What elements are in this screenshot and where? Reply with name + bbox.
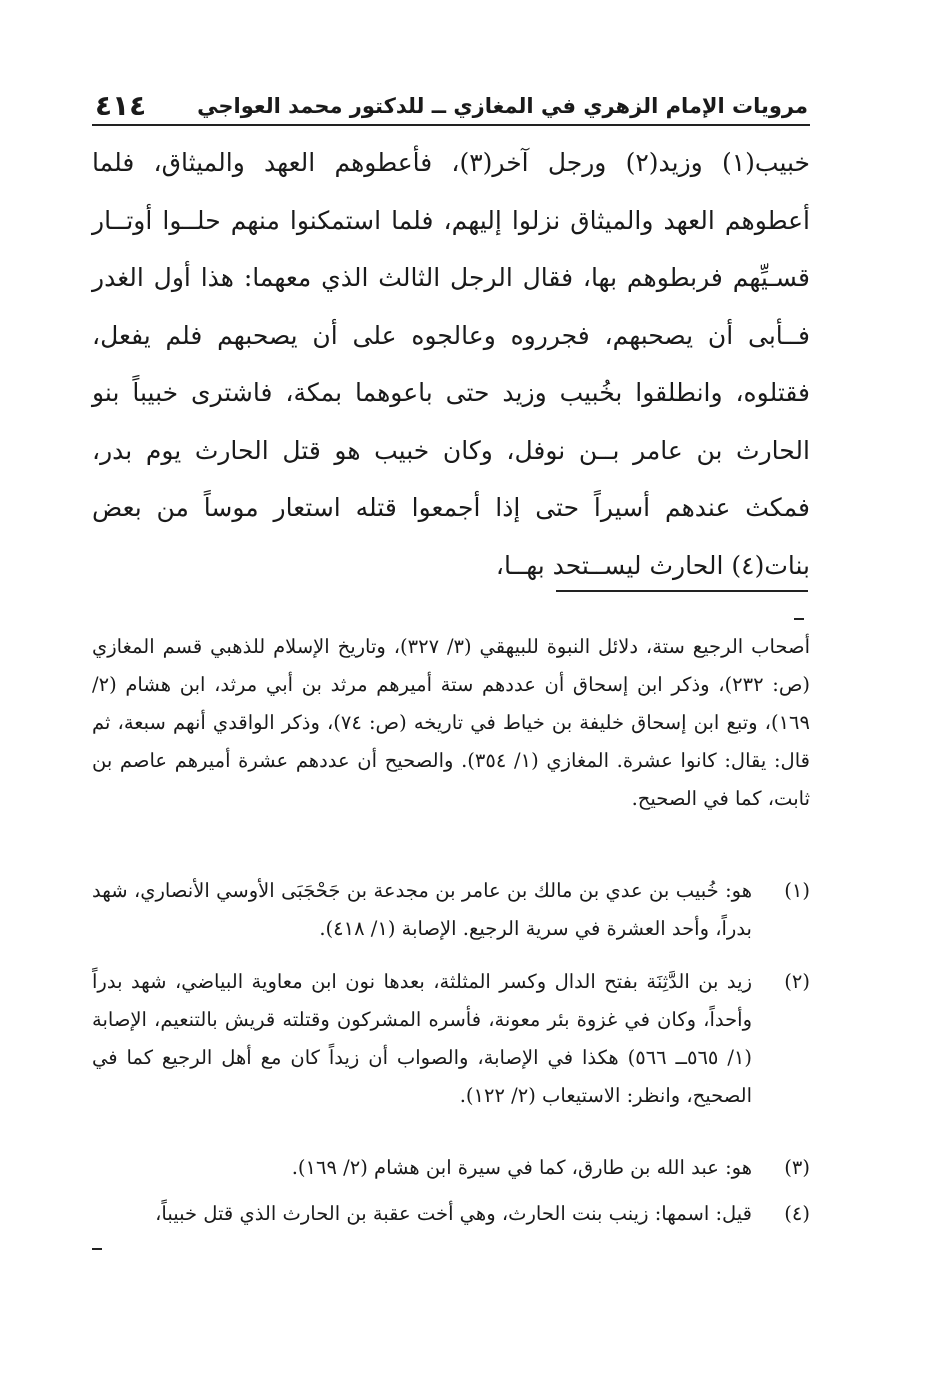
header-rule (92, 124, 810, 126)
main-text (92, 134, 810, 594)
footnote-number: (١) (784, 879, 810, 902)
footnote-text: زيد بن الدَّثِنَة بفتح الدال وكسر المثلثة، بعدها نون ابن معاوية البياضي، شهد بدراً وأحداً، وكان في غزوة بئر معونة، فأسره المشركون وقتلته قريش بالتنعيم، الإصابة (١/ ٥٦٥ــ ٥٦٦) هكذا في الإصابة، والصواب أن زيداً كان مع أهل الرجيع كما في الصحيح، وانظر: الاستيعاب (٢/ ١٢٢). (92, 970, 752, 1107)
footnote-number: (٢) (784, 970, 810, 993)
footnote-separator (556, 590, 808, 592)
running-title: مرويات الإمام الزهري في المغازي ــ للدكتور محمد العواجي (197, 94, 808, 118)
footnote-text: هو: عبد الله بن طارق، كما في سيرة ابن هشام (٢/ ١٦٩). (291, 1156, 752, 1179)
footnote-continuation (92, 628, 810, 818)
running-header (95, 82, 808, 122)
footnote-continuation-text: أصحاب الرجيع ستة، دلائل النبوة للبيهقي (٣/ ٣٢٧)، وتاريخ الإسلام للذهبي قسم المغازي (ص: ٢٣٢)، وذكر ابن إسحاق أن عددهم ستة أميرهم مرثد بن أبي مرثد، ابن هشام (٢/ ١٦٩)، وتبع ابن إسحاق خليفة بن خياط في تاريخه (ص: ٧٤)، وذكر الواقدي أنهم سبعة، ثم قال: يقال: كانوا عشرة. المغازي (١/ ٣٥٤). والصحيح أن عددهم عشرة أميرهم عاصم بن ثابت، كما في الصحيح. (92, 635, 810, 810)
body-paragraph: خبيب(١) وزيد(٢) ورجل آخر(٣)، فأعطوهم العهد والميثاق، فلما أعطوهم العهد والميثاق نزلوا إليهم، فلما استمكنوا منهم حلــوا أوتــار قسـيِّهم فربطوهم بها، فقال الرجل الثالث الذي معهما: هذا أول الغدر فــأبى أن يصحبهم، فجرروه وعالجوه على أن يصحبهم فلم يفعل، فقتلوه، وانطلقوا بخُبيب وزيد حتى باعوهما بمكة، فاشترى خبيباً بنو الحارث بن عامر بــن نوفل، وكان خبيب هو قتل الحارث يوم بدر، فمكث عندهم أسيراً حتى إذا أجمعوا قتله استعار موساً من بعض بنات(٤) الحارث ليســتحد بهــا، (92, 148, 810, 580)
footnote-4 (92, 1195, 810, 1233)
continuation-mark-top (794, 618, 804, 620)
footnote-2 (92, 963, 810, 1115)
page-number: ٤١٤ (95, 89, 147, 122)
footnote-number: (٣) (784, 1156, 810, 1179)
footnote-text: قيل: اسمها: زينب بنت الحارث، وهي أخت عقبة بن الحارث الذي قتل خبيباً، (155, 1202, 752, 1225)
continuation-mark-bottom (92, 1248, 102, 1250)
footnote-number: (٤) (784, 1202, 810, 1225)
footnote-1 (92, 872, 810, 948)
footnote-3 (92, 1149, 810, 1187)
footnote-text: هو: خُبيب بن عدي بن مالك بن عامر بن مجدعة بن جَحْجَبَى الأوسي الأنصاري، شهد بدراً، وأحد العشرة في سرية الرجيع. الإصابة (١/ ٤١٨). (92, 879, 752, 940)
